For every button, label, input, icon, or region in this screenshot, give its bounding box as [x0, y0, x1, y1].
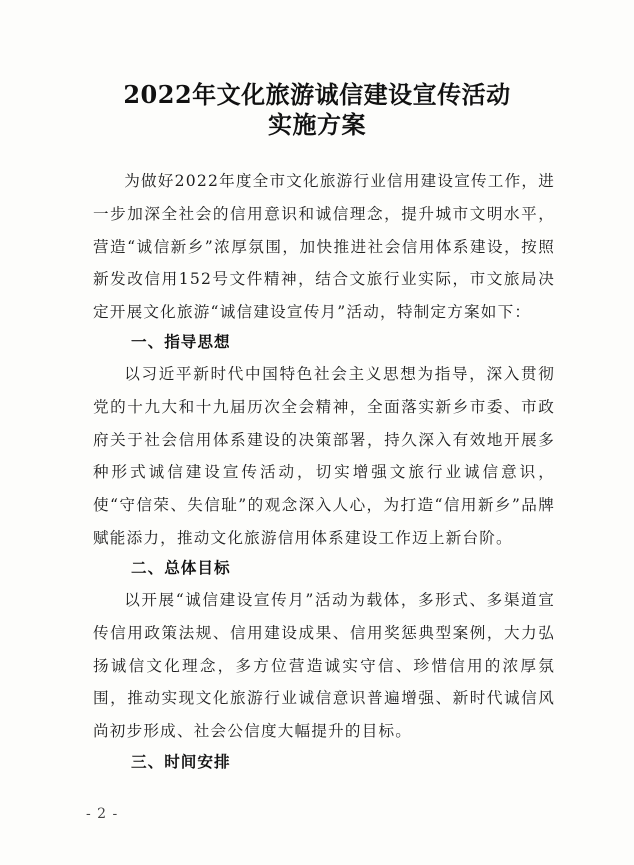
section-heading-guiding-ideology: 一、指导思想 — [131, 333, 231, 351]
document-title-line2: 实施方案 — [268, 110, 366, 139]
intro-paragraph: 为做好2022年度全市文化旅游行业信用建设宣传工作，进一步加深全社会的信用意识和诚信理念，提升城市文明水平，营造“诚信新乡”浓厚氛围，加快推进社会信用体系建设，按照新发改信用152号文件精神，结合文旅行业实际，市文旅局决定开展文化旅游“诚信建设宣传月”活动，特制定方案如下： — [93, 172, 555, 322]
section-body-guiding-ideology: 以习近平新时代中国特色社会主义思想为指导，深入贯彻党的十九大和十九届历次全会精神，全面落实新乡市委、市政府关于社会信用体系建设的决策部署，持久深入有效地开展多种形式诚信建设宣传活动，切实增强文旅行业诚信意识，使“守信荣、失信耻”的观念深入人心，为打造“信用新乡”品牌赋能添力，推动文化旅游信用体系建设工作迈上新台阶。 — [93, 365, 555, 547]
section-heading-schedule: 三、时间安排 — [131, 753, 231, 771]
page-number: - 2 - — [86, 806, 119, 822]
document-title-line1: 2022年文化旅游诚信建设宣传活动 — [123, 80, 511, 109]
section-heading-overall-goals: 二、总体目标 — [131, 559, 231, 577]
section-body-overall-goals: 以开展“诚信建设宣传月”活动为载体，多形式、多渠道宣传信用政策法规、信用建设成果、信用奖惩典型案例，大力弘扬诚信文化理念，多方位营造诚实守信、珍惜信用的浓厚氛围，推动实现文化旅游行业诚信意识普遍增强、新时代诚信风尚初步形成、社会公信度大幅提升的目标。 — [93, 591, 555, 741]
